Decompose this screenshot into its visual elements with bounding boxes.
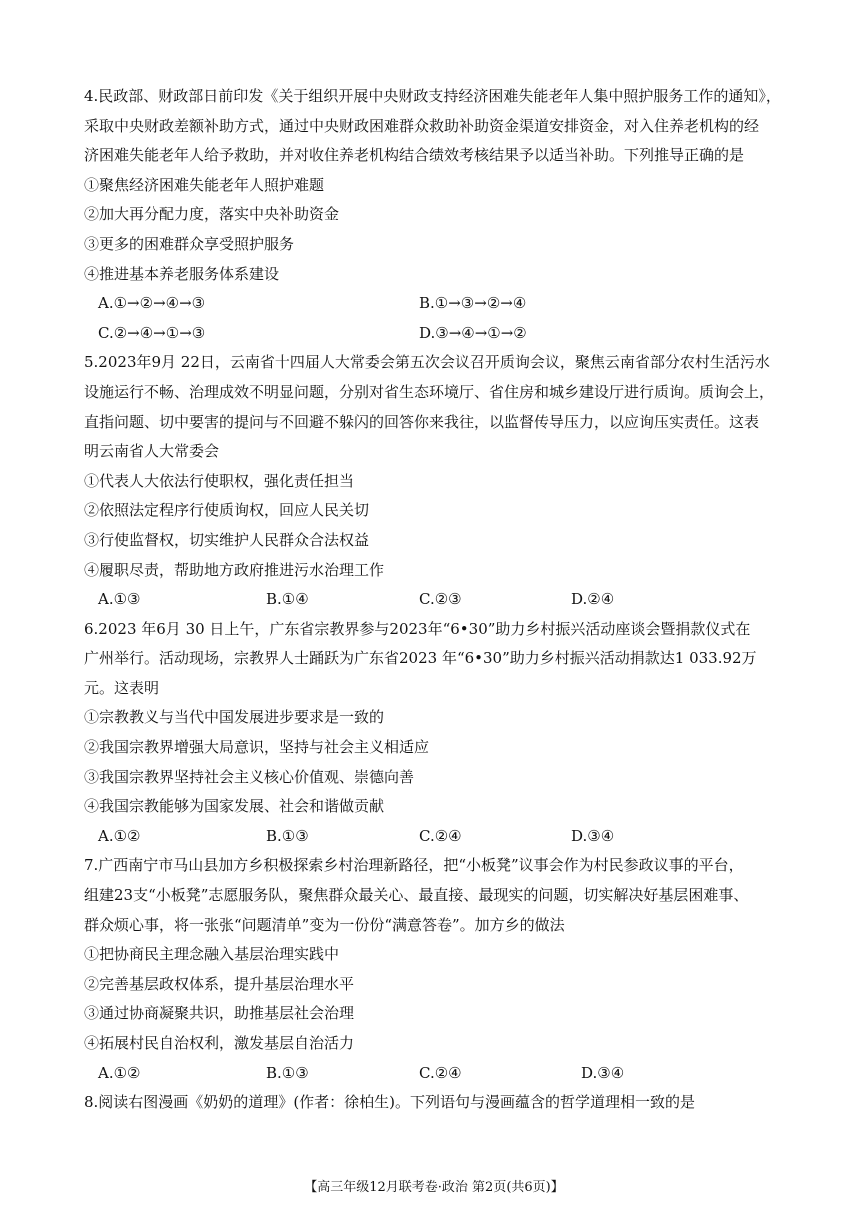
question-4 <box>84 82 784 348</box>
statement-item: ①代表人大依法行使职权，强化责任担当 <box>84 471 355 490</box>
question-stem-line: 济困难失能老年人给予救助，并对收住养老机构结合绩效考核结果予以适当补助。下列推导正确的是 <box>84 146 745 165</box>
question-stem-line: 6.2023 年6月 30 日上午，广东省宗教界参与2023年“6•30”助力乡村振兴活动座谈会暨捐款仪式在 <box>84 619 751 638</box>
question-8 <box>84 1088 784 1118</box>
answer-option-b: B.①④ <box>266 590 309 609</box>
question-6 <box>84 615 784 852</box>
statement-item: ④推进基本养老服务体系建设 <box>84 264 280 283</box>
statement-item: ②依照法定程序行使质询权，回应人民关切 <box>84 501 370 520</box>
answer-option-b: B.①→③→②→④ <box>419 294 527 313</box>
question-5 <box>84 348 784 614</box>
page-footer: 【高三年级12月联考卷·政治 第2页(共6页)】 <box>304 1180 564 1195</box>
answer-options-row <box>84 289 784 319</box>
statement-item: ②完善基层政权体系，提升基层治理水平 <box>84 974 355 993</box>
answer-option-b: B.①③ <box>266 1063 309 1082</box>
statement-item: ②我国宗教界增强大局意识，坚持与社会主义相适应 <box>84 738 430 757</box>
answer-options-row <box>84 822 784 852</box>
question-stem-line: 直指问题、切中要害的提问与不回避不躲闪的回答你来我往，以监督传导压力，以应询压实责任。这表 <box>84 412 760 431</box>
answer-option-d: D.③④ <box>571 826 615 845</box>
question-7 <box>84 851 784 1088</box>
answer-option-a: A.①→②→④→③ <box>98 294 206 313</box>
question-stem-line: 群众烦心事，将一张张“问题清单”变为一份份“满意答卷”。加方乡的做法 <box>84 915 565 934</box>
answer-option-c: C.②→④→①→③ <box>98 323 206 342</box>
answer-option-a: A.①③ <box>98 590 141 609</box>
statement-item: ③通过协商凝聚共识，助推基层社会治理 <box>84 1004 355 1023</box>
statement-item: ①聚焦经济困难失能老年人照护难题 <box>84 175 325 194</box>
answer-option-c: C.②④ <box>419 826 462 845</box>
question-stem-line: 4.民政部、财政部日前印发《关于组织开展中央财政支持经济困难失能老年人集中照护服务工作的通知》， <box>84 87 781 105</box>
statement-item: ④我国宗教能够为国家发展、社会和谐做贡献 <box>84 797 385 816</box>
answer-options-row <box>84 1059 784 1089</box>
answer-options-row <box>84 319 784 349</box>
statement-item: ①宗教教义与当代中国发展进步要求是一致的 <box>84 708 385 727</box>
question-stem-line: 元。这表明 <box>84 678 160 697</box>
question-list <box>84 82 784 1118</box>
answer-option-c: C.②④ <box>419 1063 462 1082</box>
answer-option-d: D.②④ <box>571 590 615 609</box>
question-stem-line: 8.阅读右图漫画《奶奶的道理》(作者：徐柏生)。下列语句与漫画蕴含的哲学道理相一致的是 <box>84 1093 696 1112</box>
answer-option-a: A.①② <box>98 1063 141 1082</box>
statement-item: ④拓展村民自治权利，激发基层自治活力 <box>84 1034 355 1052</box>
question-stem-line: 采取中央财政差额补助方式，通过中央财政困难群众救助补助资金渠道安排资金，对入住养老机构的经 <box>84 116 760 135</box>
statement-item: ③行使监督权，切实维护人民群众合法权益 <box>84 530 370 549</box>
question-stem-line: 5.2023年9月 22日，云南省十四届人大常委会第五次会议召开质询会议，聚焦云南省部分农村生活污水 <box>84 353 770 372</box>
answer-option-a: A.①② <box>98 826 141 845</box>
question-stem-line: 广州举行。活动现场，宗教界人士踊跃为广东省2023 年“6•30”助力乡村振兴活动捐款达1 033.92万 <box>84 649 757 668</box>
question-stem-line: 7.广西南宁市马山县加方乡积极探索乡村治理新路径，把“小板凳”议事会作为村民参政议事的平台， <box>84 856 744 875</box>
answer-option-c: C.②③ <box>419 590 462 609</box>
answer-option-d: D.③→④→①→② <box>419 323 527 342</box>
answer-option-d: D.③④ <box>581 1063 625 1082</box>
answer-options-row <box>84 585 784 615</box>
statement-item: ②加大再分配力度，落实中央补助资金 <box>84 205 340 224</box>
question-stem-line: 组建23支“小板凳”志愿服务队，聚焦群众最关心、最直接、最现实的问题，切实解决好基层困难事、 <box>84 886 749 905</box>
question-stem-line: 设施运行不畅、治理成效不明显问题，分别对省生态环境厅、省住房和城乡建设厅进行质询。质询会上， <box>84 382 775 401</box>
statement-item: ③更多的困难群众享受照护服务 <box>84 234 295 253</box>
statement-item: ①把协商民主理念融入基层治理实践中 <box>84 945 340 964</box>
statement-item: ④履职尽责，帮助地方政府推进污水治理工作 <box>84 560 385 579</box>
statement-item: ③我国宗教界坚持社会主义核心价值观、崇德向善 <box>84 767 415 786</box>
answer-option-b: B.①③ <box>266 826 309 845</box>
question-stem-line: 明云南省人大常委会 <box>84 442 220 461</box>
